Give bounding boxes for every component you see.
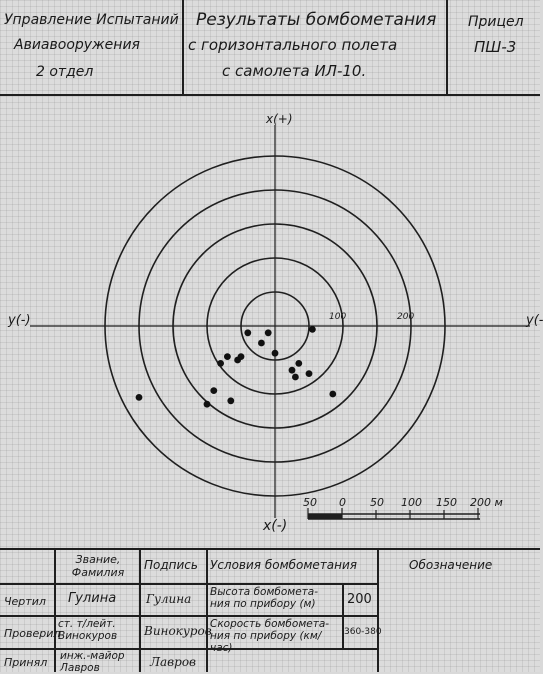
row-signature: Винокуров <box>144 624 212 638</box>
row-value: 200 <box>347 592 372 607</box>
row-role: Чертил <box>4 595 46 608</box>
impact-point <box>258 340 265 347</box>
row-role: Проверил <box>4 627 61 640</box>
scale-label-0: 0 <box>339 496 346 509</box>
table-col-rule-4 <box>342 584 344 648</box>
impact-point <box>289 367 296 374</box>
axis-label-y-right: y(- <box>526 313 543 328</box>
ring-label-100: 100 <box>329 312 347 322</box>
ring-label-200: 200 <box>397 312 415 322</box>
sight-label: Прицел <box>468 14 524 30</box>
impact-point <box>136 394 143 401</box>
row-signature: Лавров <box>150 655 197 669</box>
table-row-rule-1 <box>0 583 378 585</box>
scale-label-50-left: 50 <box>303 496 317 509</box>
col-header-designation: Обозначение <box>409 558 493 572</box>
impact-point <box>295 360 302 367</box>
title-line-1: Результаты бомбометания <box>196 10 437 30</box>
table-col-rule-5 <box>377 549 379 672</box>
impact-point <box>265 329 272 336</box>
table-top-rule <box>0 548 540 550</box>
title-line-2: с горизонтального полета <box>188 36 398 54</box>
impact-point <box>244 329 251 336</box>
impact-point <box>210 387 217 394</box>
impact-point <box>204 401 211 408</box>
scale-label-100: 100 <box>401 496 422 509</box>
org-line-2: Авиавооружения <box>14 37 140 53</box>
table-col-rule-1 <box>54 549 56 672</box>
impact-point <box>224 353 231 360</box>
title-line-3: с самолета ИЛ-10. <box>222 62 367 80</box>
table-col-rule-3 <box>206 549 208 672</box>
axis-label-x-plus: x(+) <box>266 112 293 126</box>
impact-point <box>238 353 245 360</box>
impact-point <box>292 374 299 381</box>
sight-value: ПШ-3 <box>474 38 517 56</box>
col-header-rank: Звание, Фамилия <box>71 553 125 579</box>
row-value: 360-380 <box>344 627 382 637</box>
col-header-conditions: Условия бомбометания <box>210 558 358 572</box>
row-name: ст. т/лейт. Винокуров <box>58 618 118 642</box>
row-condition: Высота бомбомета- ния по прибору (м) <box>210 586 319 610</box>
col-header-signature: Подпись <box>144 558 198 572</box>
org-line-3: 2 отдел <box>36 64 94 80</box>
impact-point <box>217 360 224 367</box>
impact-point <box>227 397 234 404</box>
table-row-rule-2 <box>0 615 378 617</box>
row-condition: Скорость бомбомета- ния по прибору (км/час) <box>210 618 330 654</box>
scale-label-50: 50 <box>370 496 384 509</box>
scale-label-200: 200 м <box>470 496 503 509</box>
row-signature: Гулина <box>146 592 192 606</box>
row-name: Гулина <box>68 591 117 606</box>
org-line-1: Управление Испытаний <box>4 12 179 28</box>
axis-label-y-left: y(-) <box>8 313 31 328</box>
axis-label-x-minus: x(-) <box>263 518 288 534</box>
impact-point <box>272 350 279 357</box>
scale-bar <box>308 508 480 519</box>
impact-point <box>309 326 316 333</box>
scale-label-150: 150 <box>436 496 457 509</box>
impact-point <box>329 391 336 398</box>
impact-point <box>306 370 313 377</box>
row-role: Принял <box>4 656 48 669</box>
row-name: инж.-майор Лавров <box>60 650 125 674</box>
